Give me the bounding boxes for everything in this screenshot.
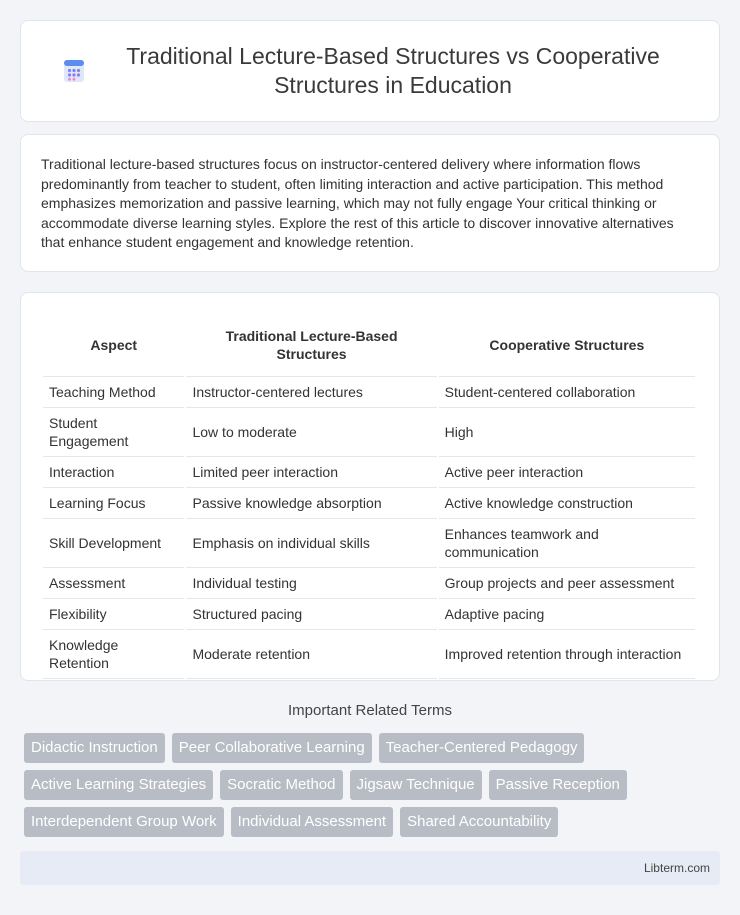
table-row xyxy=(43,599,695,630)
traditional-cell: Passive knowledge absorption xyxy=(186,488,436,519)
grid-document-icon xyxy=(61,58,87,84)
traditional-cell: Moderate retention xyxy=(186,630,436,679)
table-row xyxy=(43,488,695,519)
traditional-cell: Low to moderate xyxy=(186,408,436,457)
intro-paragraph: Traditional lecture-based structures focus on instructor-centered delivery where information flows predominantly from teacher to student, often limiting interaction and active participation. This method emphasizes memorization and passive learning, which may not fully engage Your critical thinking or accommodate diverse learning styles. Explore the rest of this article to discover innovative alternatives that enhance student engagement and knowledge retention. xyxy=(41,156,674,250)
tag-passive-reception[interactable]: Passive Reception xyxy=(489,770,627,800)
aspect-cell: Interaction xyxy=(43,457,184,488)
aspect-cell: Flexibility xyxy=(43,599,184,630)
aspect-cell: Teaching Method xyxy=(43,377,184,408)
tag-didactic-instruction[interactable]: Didactic Instruction xyxy=(24,733,165,763)
table-row xyxy=(43,457,695,488)
traditional-cell: Emphasis on individual skills xyxy=(186,519,436,568)
aspect-cell: Learning Focus xyxy=(43,488,184,519)
table-row xyxy=(43,377,695,408)
comparison-table xyxy=(41,313,697,679)
tag-jigsaw-technique[interactable]: Jigsaw Technique xyxy=(350,770,482,800)
tag-row xyxy=(24,807,724,837)
tag-active-learning-strategies[interactable]: Active Learning Strategies xyxy=(24,770,213,800)
header-cooperative: Cooperative Structures xyxy=(439,313,695,377)
related-terms-tags xyxy=(24,733,724,844)
table-row xyxy=(43,630,695,679)
tag-individual-assessment[interactable]: Individual Assessment xyxy=(231,807,393,837)
tag-row xyxy=(24,733,724,763)
aspect-cell: Skill Development xyxy=(43,519,184,568)
tag-interdependent-group-work[interactable]: Interdependent Group Work xyxy=(24,807,224,837)
aspect-cell: Knowledge Retention xyxy=(43,630,184,679)
intro-card xyxy=(20,134,720,272)
tag-row xyxy=(24,770,724,800)
related-terms-heading: Important Related Terms xyxy=(288,702,452,719)
tag-peer-collaborative-learning[interactable]: Peer Collaborative Learning xyxy=(172,733,372,763)
header-traditional: Traditional Lecture-Based Structures xyxy=(186,313,436,377)
traditional-cell: Limited peer interaction xyxy=(186,457,436,488)
cooperative-cell: Improved retention through interaction xyxy=(439,630,695,679)
page-title: Traditional Lecture-Based Structures vs Cooperative Structures in Education xyxy=(126,43,660,98)
traditional-cell: Instructor-centered lectures xyxy=(186,377,436,408)
cooperative-cell: Student-centered collaboration xyxy=(439,377,695,408)
footer xyxy=(20,851,720,885)
title-wrap xyxy=(61,42,679,100)
tag-shared-accountability[interactable]: Shared Accountability xyxy=(400,807,558,837)
traditional-cell: Structured pacing xyxy=(186,599,436,630)
tag-teacher-centered-pedagogy[interactable]: Teacher-Centered Pedagogy xyxy=(379,733,585,763)
cooperative-cell: Active peer interaction xyxy=(439,457,695,488)
table-row xyxy=(43,408,695,457)
table-row xyxy=(43,519,695,568)
cooperative-cell: Group projects and peer assessment xyxy=(439,568,695,599)
table-row xyxy=(43,568,695,599)
title-card xyxy=(20,20,720,122)
tag-socratic-method[interactable]: Socratic Method xyxy=(220,770,342,800)
traditional-cell: Individual testing xyxy=(186,568,436,599)
table-header-row xyxy=(43,313,695,377)
aspect-cell: Student Engagement xyxy=(43,408,184,457)
header-aspect: Aspect xyxy=(43,313,184,377)
cooperative-cell: Enhances teamwork and communication xyxy=(439,519,695,568)
cooperative-cell: Active knowledge construction xyxy=(439,488,695,519)
aspect-cell: Assessment xyxy=(43,568,184,599)
footer-brand-link[interactable]: Libterm.com xyxy=(643,861,710,875)
cooperative-cell: High xyxy=(439,408,695,457)
cooperative-cell: Adaptive pacing xyxy=(439,599,695,630)
comparison-card xyxy=(20,292,720,681)
